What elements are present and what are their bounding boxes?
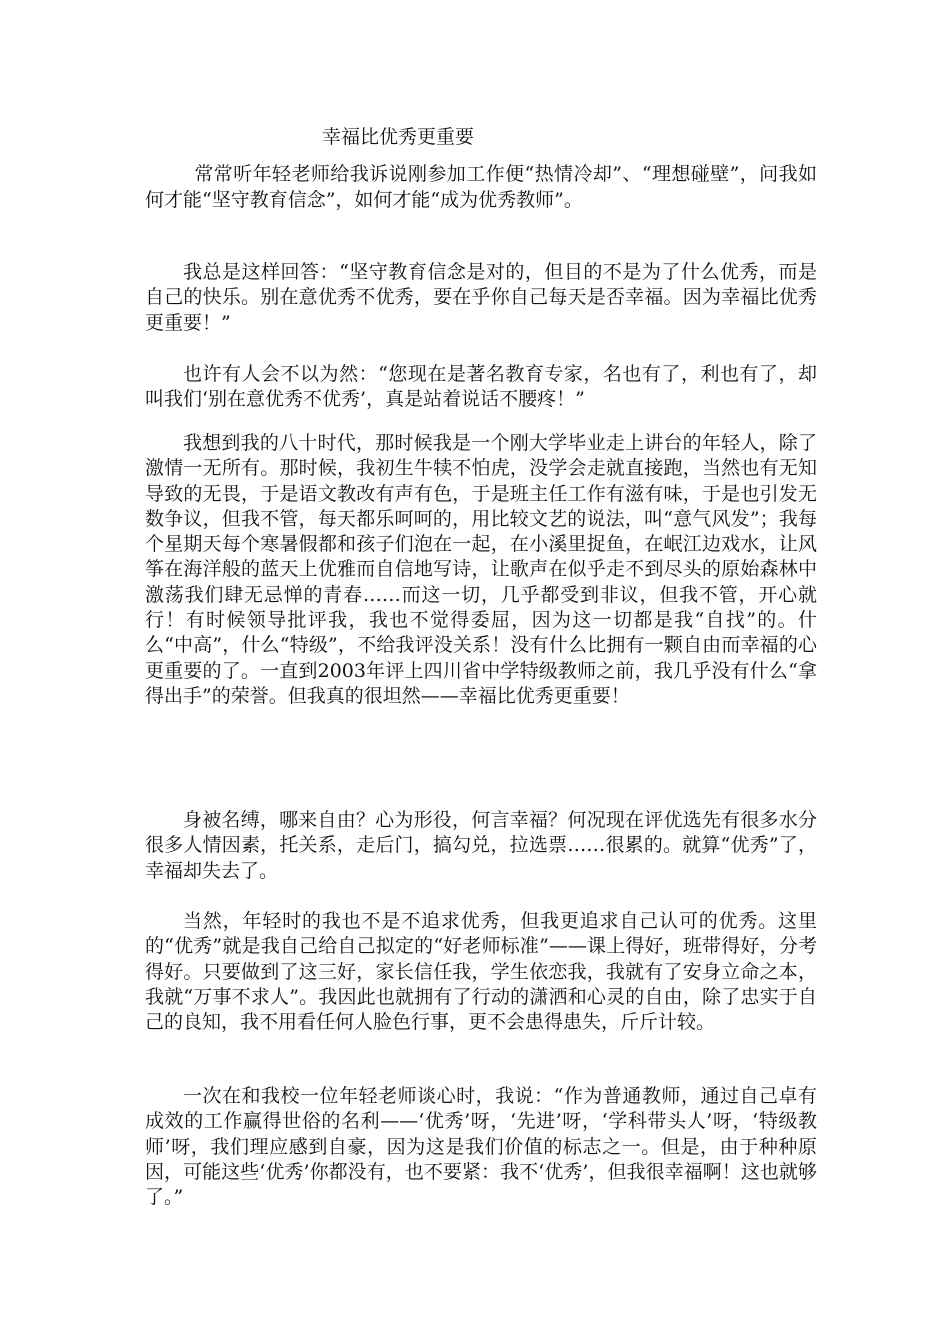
paragraph-7: 一次在和我校一位年轻老师谈心时，我说：“作为普通教师，通过自己卓有成效的工作赢得世俗的名利——‘优秀’呀，‘先进’呀，‘学科带头人’呀，‘特级教师’呀，我们理应感到自豪，因为这是我们价值的标志之一。但是，由于种种原因，可能这些‘优秀’你都没有，也不要紧：我不‘优秀’，但我很幸福啊！这也就够了。” [145,1085,817,1209]
paragraph-6: 当然，年轻时的我也不是不追求优秀，但我更追求自己认可的优秀。这里的“优秀”就是我自己给自己拟定的“好老师标准”——课上得好，班带得好，分考得好。只要做到了这三好，家长信任我，学生依恋我，我就有了安身立命之本，我就“万事不求人”。我因此也就拥有了行动的潇洒和心灵的自由，除了忠实于自己的良知，我不用看任何人脸色行事，更不会患得患失，斤斤计较。 [145,910,817,1034]
paragraph-1: 常常听年轻老师给我诉说刚参加工作便“热情冷却”、“理想碰壁”，问我如何才能“坚守教育信念”，如何才能“成为优秀教师”。 [145,163,817,211]
paragraph-5: 身被名缚，哪来自由？心为形役，何言幸福？何况现在评优选先有很多水分很多人情因素，托关系，走后门，搞勾兑，拉选票……很累的。就算“优秀”了，幸福却失去了。 [145,809,817,882]
paragraph-4: 我想到我的八十时代，那时候我是一个刚大学毕业走上讲台的年轻人，除了激情一无所有。那时候，我初生牛犊不怕虎，没学会走就直接跑，当然也有无知导致的无畏，于是语文教改有声有色，于是班主任工作有滋有味，于是也引发无数争议，但我不管，每天都乐呵呵的，用比较文艺的说法，叫“意气风发”；我每个星期天每个寒暑假都和孩子们泡在一起，在小溪里捉鱼，在岷江边戏水，让风筝在海洋般的蓝天上优雅而自信地写诗，让歌声在似乎走不到尽头的原始森林中激荡我们肆无忌惮的青春……而这一切，几乎都受到非议，但我不管，开心就行！有时候领导批评我，我也不觉得委屈，因为这一切都是我“自找”的。什么“中高”，什么“特级”，不给我评没关系！没有什么比拥有一颗自由而幸福的心更重要的了。一直到2003年评上四川省中学特级教师之前，我几乎没有什么“拿得出手”的荣誉。但我真的很坦然——幸福比优秀更重要！ [145,432,817,707]
document-title: 幸福比优秀更重要 [322,126,475,148]
paragraph-3: 也许有人会不以为然：“您现在是著名教育专家，名也有了，利也有了，却叫我们‘别在意优秀不优秀’，真是站着说话不腰疼！” [145,363,817,411]
paragraph-2: 我总是这样回答：“坚守教育信念是对的，但目的不是为了什么优秀，而是自己的快乐。别在意优秀不优秀，要在乎你自己每天是否幸福。因为幸福比优秀更重要！” [145,261,817,334]
